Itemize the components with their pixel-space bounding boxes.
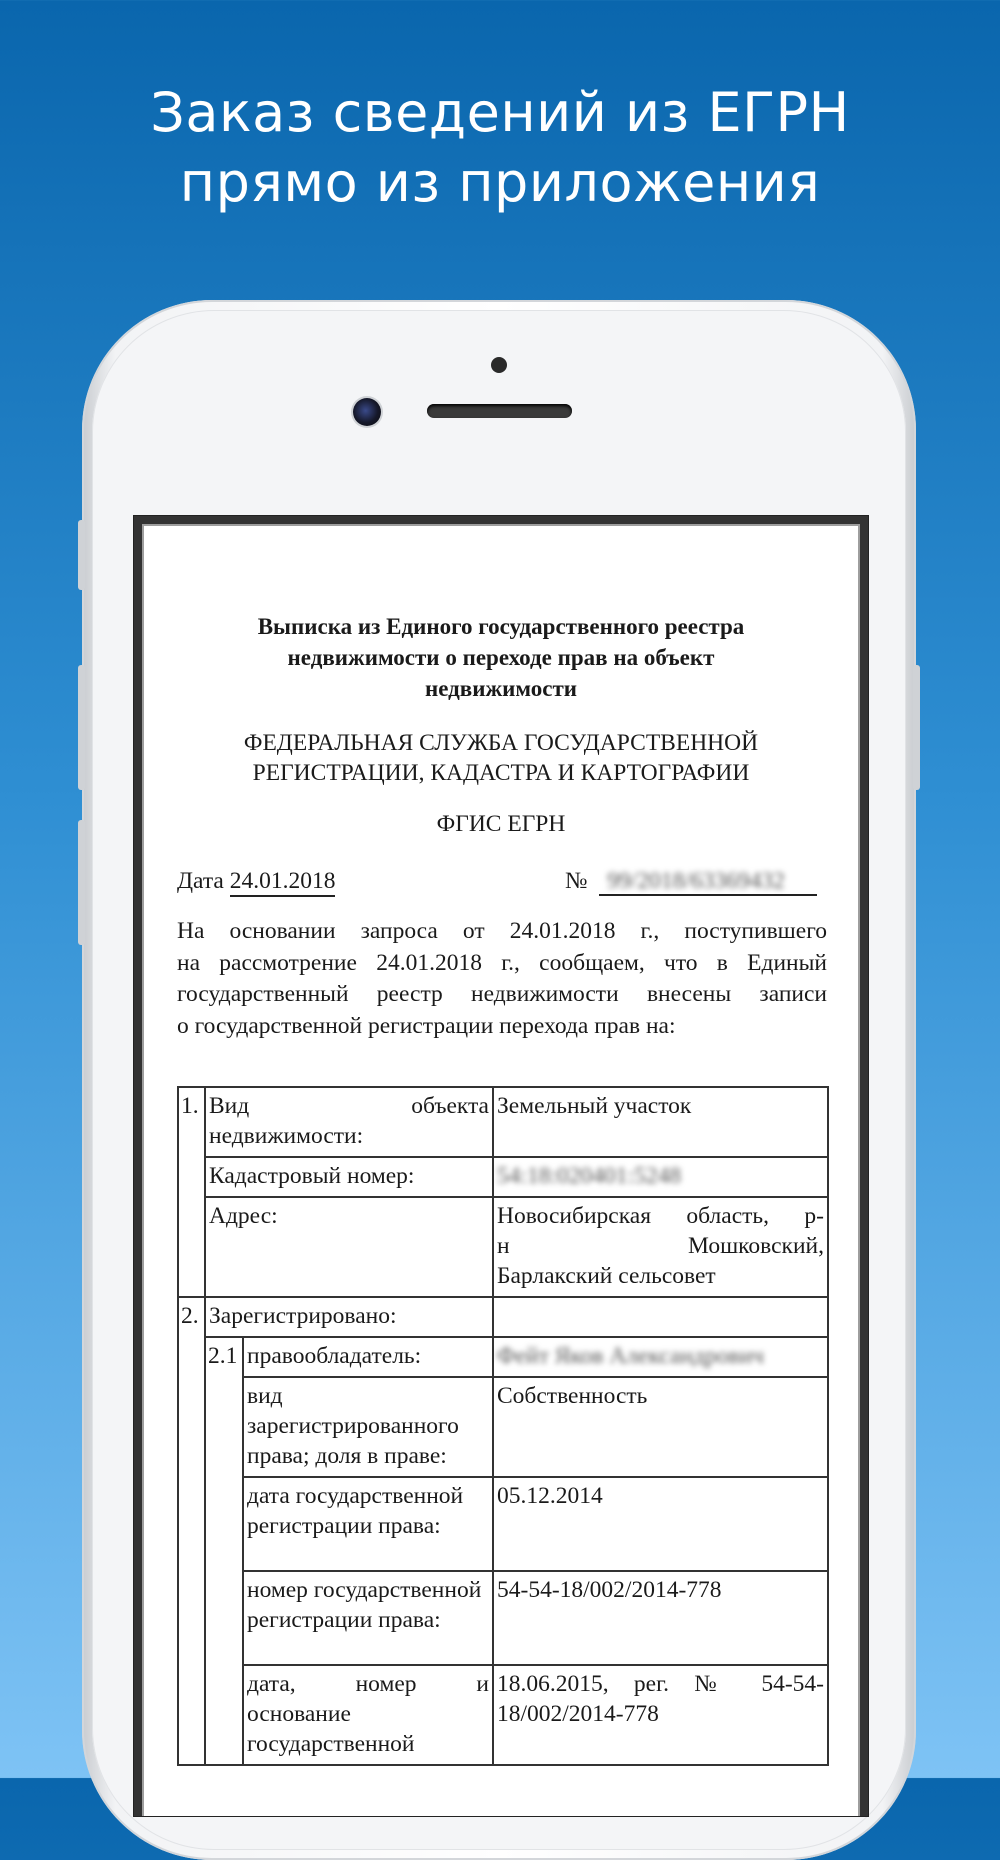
intro-line: о государственной регистрации перехода прав на:: [177, 1012, 676, 1039]
cadastral-value: 54:18:020401:5248: [497, 1163, 682, 1189]
registered-value: [493, 1297, 828, 1337]
number-label: №: [565, 868, 588, 894]
reg-date-value: 05.12.2014: [493, 1477, 828, 1571]
document-title-line: недвижимости о переходе прав на объект: [287, 645, 715, 670]
document-title: [164, 611, 838, 704]
table-row: [178, 1477, 828, 1571]
agency-name-line: РЕГИСТРАЦИИ, КАДАСТРА И КАРТОГРАФИИ: [252, 760, 750, 786]
basis-label: дата, номер и основание государственной: [243, 1665, 493, 1765]
headline-line-1: Заказ сведений из ЕГРН: [150, 81, 850, 144]
number-value: 99/2018/63369432: [607, 867, 785, 894]
phone-screen: [133, 515, 869, 1817]
table-row: [178, 1087, 828, 1157]
object-kind-value: Земельный участок: [493, 1087, 828, 1157]
right-kind-value: Собственность: [493, 1377, 828, 1477]
table-row: [178, 1337, 828, 1377]
row-number: 1.: [178, 1087, 205, 1297]
basis-value-line: 18/002/2014-778: [497, 1701, 659, 1727]
address-label: Адрес:: [205, 1197, 493, 1297]
address-line: Новосибирская область, р-: [497, 1203, 824, 1229]
holder-label: правообладатель:: [243, 1337, 493, 1377]
number-value-line: [599, 867, 817, 896]
intro-line: на рассмотрение 24.01.2018 г., сообщаем, что в Единый: [177, 949, 827, 976]
front-camera-icon: [353, 398, 381, 426]
cadastral-label: Кадастровый номер:: [205, 1157, 493, 1197]
table-row: [178, 1571, 828, 1665]
object-kind-label: [205, 1087, 493, 1157]
table-row: [178, 1377, 828, 1477]
table-row: [178, 1157, 828, 1197]
reg-date-label: дата государственной регистрации права:: [243, 1477, 493, 1571]
intro-paragraph: [177, 916, 827, 1042]
basis-value-line: 18.06.2015, рег. № 54-54-: [497, 1671, 824, 1697]
intro-line: На основании запроса от 24.01.2018 г., поступившего: [177, 918, 827, 944]
reg-num-value: 54-54-18/002/2014-778: [493, 1571, 828, 1665]
table-row: [178, 1297, 828, 1337]
volume-down-button: [78, 665, 85, 790]
power-button: [913, 665, 920, 790]
document-title-line: Выписка из Единого государственного реестра: [257, 614, 745, 639]
row-number: 2.: [178, 1297, 205, 1765]
intro-line: государственный реестр недвижимости внесены записи: [177, 981, 827, 1007]
document-title-line: недвижимости: [424, 676, 577, 701]
holder-value-cell: [493, 1337, 828, 1377]
right-kind-label: вид зарегистрированного права; доля в праве:: [243, 1377, 493, 1477]
table-row: [178, 1665, 828, 1765]
volume-up-button: [78, 520, 85, 590]
earpiece-speaker: [427, 404, 572, 418]
date-value: 24.01.2018: [230, 868, 336, 897]
basis-value: [493, 1665, 828, 1765]
object-kind-label-text: Вид объекта недвижимости:: [209, 1093, 489, 1149]
address-value: [493, 1197, 828, 1297]
address-line: н Мошковский,: [497, 1233, 824, 1259]
registered-label: Зарегистрировано:: [205, 1297, 493, 1337]
system-name: ФГИС ЕГРН: [436, 811, 566, 837]
address-line: Барлакский сельсовет: [497, 1263, 716, 1289]
mute-switch: [78, 820, 85, 945]
transfer-rights-table: [177, 1086, 829, 1766]
number-field: [565, 866, 817, 896]
egrn-extract-document[interactable]: [142, 524, 860, 1816]
agency-name-line: ФЕДЕРАЛЬНАЯ СЛУЖБА ГОСУДАРСТВЕННОЙ: [243, 730, 759, 756]
proximity-sensor-icon: [491, 357, 507, 373]
date-field: [177, 866, 335, 896]
sub-row-number: 2.1: [205, 1337, 243, 1765]
agency-name: [154, 728, 848, 788]
date-label: Дата: [177, 868, 224, 894]
reg-num-label: номер государственной регистрации права:: [243, 1571, 493, 1665]
holder-value: Фейт Яков Александрович: [497, 1343, 764, 1369]
table-row: [178, 1197, 828, 1297]
headline-line-2: прямо из приложения: [179, 151, 821, 214]
promo-headline: [0, 78, 1000, 218]
cadastral-value-cell: [493, 1157, 828, 1197]
